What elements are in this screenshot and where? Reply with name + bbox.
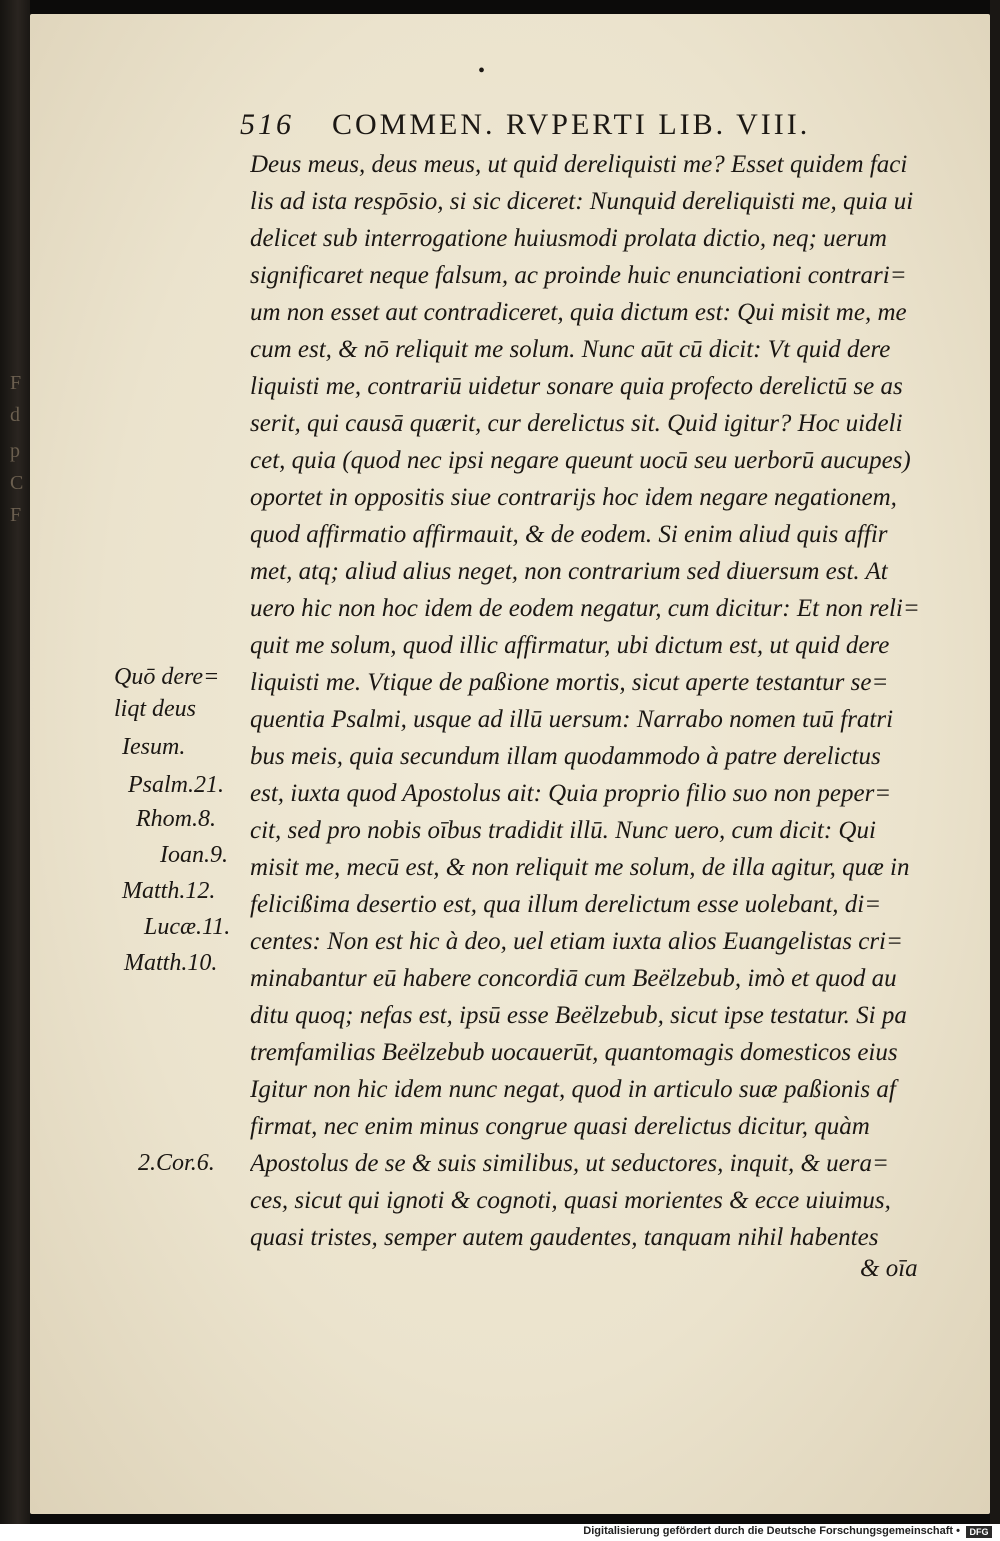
dfg-logo: DFG <box>966 1526 992 1538</box>
right-page-edge <box>990 0 1000 1541</box>
text-line: liquisti me, contrariū uidetur sonare quia profecto derelictū se as <box>250 373 903 400</box>
top-mark: • <box>478 60 486 82</box>
margin-note-text: Lucæ.11. <box>144 914 231 940</box>
text-line: Igitur non hic idem nunc negat, quod in articulo suæ paßionis af <box>250 1076 896 1103</box>
margin-note-text: Ioan.9. <box>160 842 228 868</box>
text-line: quentia Psalmi, usque ad illū uersum: Narrabo nomen tuū fratri <box>250 706 894 733</box>
margin-note-text: 2.Cor.6. <box>138 1150 215 1176</box>
footer-bar <box>0 1524 1000 1541</box>
edge-letter: p <box>10 440 20 462</box>
margin-note-text: Quō dere= <box>114 664 220 690</box>
text-line: delicet sub interrogatione huiusmodi prolata dictio, neq; uerum <box>250 225 887 252</box>
text-line: quod affirmatio affirmauit, & de eodem. Si enim aliud quis affir <box>250 521 888 548</box>
text-line: serit, qui causā quærit, cur derelictus sit. Quid igitur? Hoc uideli <box>250 410 903 437</box>
text-line: cet, quia (quod nec ipsi negare queunt uocū seu uerborū aucupes) <box>250 447 911 474</box>
text-line: significaret neque falsum, ac proinde huic enunciationi contrari= <box>250 262 907 289</box>
text-line: cit, sed pro nobis oībus tradidit illū. Nunc uero, cum dicit: Qui <box>250 817 876 844</box>
margin-note-text: Matth.10. <box>124 950 218 976</box>
edge-letter: F <box>10 372 22 394</box>
text-line: minabantur eū habere concordiā cum Beëlzebub, imò et quod au <box>250 965 897 992</box>
facing-page-edge <box>0 0 30 1541</box>
edge-letter: F <box>10 504 22 526</box>
margin-note-text: liqt deus <box>114 696 196 722</box>
text-line: um non esset aut contradiceret, quia dictum est: Qui misit me, me <box>250 299 907 326</box>
text-line: quit me solum, quod illic affirmatur, ubi dictum est, ut quid dere <box>250 632 890 659</box>
text-line: oportet in oppositis siue contrarijs hoc idem negare negationem, <box>250 484 897 511</box>
text-line: Apostolus de se & suis similibus, ut seductores, inquit, & uera= <box>250 1150 889 1177</box>
text-line: uero hic non hoc idem de eodem negatur, cum dicitur: Et non reli= <box>250 595 920 622</box>
edge-letter: d <box>10 404 20 426</box>
text-line: quasi tristes, semper autem gaudentes, tanquam nihil habentes <box>250 1224 879 1251</box>
running-head: COMMEN. RVPERTI LIB. VIII. <box>332 108 811 141</box>
text-line: Deus meus, deus meus, ut quid dereliquisti me? Esset quidem faci <box>250 151 908 178</box>
edge-letter: C <box>10 472 24 494</box>
text-line: lis ad ista respōsio, si sic diceret: Nunquid dereliquisti me, quia ui <box>250 188 914 215</box>
text-line: ces, sicut qui ignoti & cognoti, quasi morientes & ecce uiuimus, <box>250 1187 891 1214</box>
body-text <box>250 146 940 1256</box>
margin-note-text: Iesum. <box>122 734 186 760</box>
text-line: firmat, nec enim minus congrue quasi derelictus dicitur, quàm <box>250 1113 870 1140</box>
text-line: ditu quoq; nefas est, ipsū esse Beëlzebub, sicut ipse testatur. Si pa <box>250 1002 907 1029</box>
text-line: centes: Non est hic à deo, uel etiam iuxta alios Euangelistas cri= <box>250 928 903 955</box>
page-header <box>240 108 930 148</box>
text-line: cum est, & nō reliquit me solum. Nunc aūt cū dicit: Vt quid dere <box>250 336 891 363</box>
text-line: est, iuxta quod Apostolus ait: Quia proprio filio suo non peper= <box>250 780 892 807</box>
text-line: bus meis, quia secundum illam quodammodo à patre derelictus <box>250 743 881 770</box>
text-line: felicißima desertio est, qua illum derelictum esse uolebant, di= <box>250 891 882 918</box>
text-line: misit me, mecū est, & non reliquit me solum, de illa agitur, quæ in <box>250 854 910 881</box>
text-line: liquisti me. Vtique de paßione mortis, sicut aperte testantur se= <box>250 669 889 696</box>
text-line: met, atq; aliud alius neget, non contrarium sed diuersum est. At <box>250 558 888 585</box>
margin-note-text: Matth.12. <box>122 878 216 904</box>
text-line: tremfamilias Beëlzebub uocauerūt, quantomagis domesticos eius <box>250 1039 898 1066</box>
folio-number: 516 <box>240 108 294 141</box>
catchword: & oīa <box>860 1255 918 1282</box>
funding-credit: Digitalisierung gefördert durch die Deutsche Forschungsgemeinschaft • <box>583 1525 960 1537</box>
margin-note-text: Rhom.8. <box>136 806 216 832</box>
margin-note-text: Psalm.21. <box>128 772 224 798</box>
